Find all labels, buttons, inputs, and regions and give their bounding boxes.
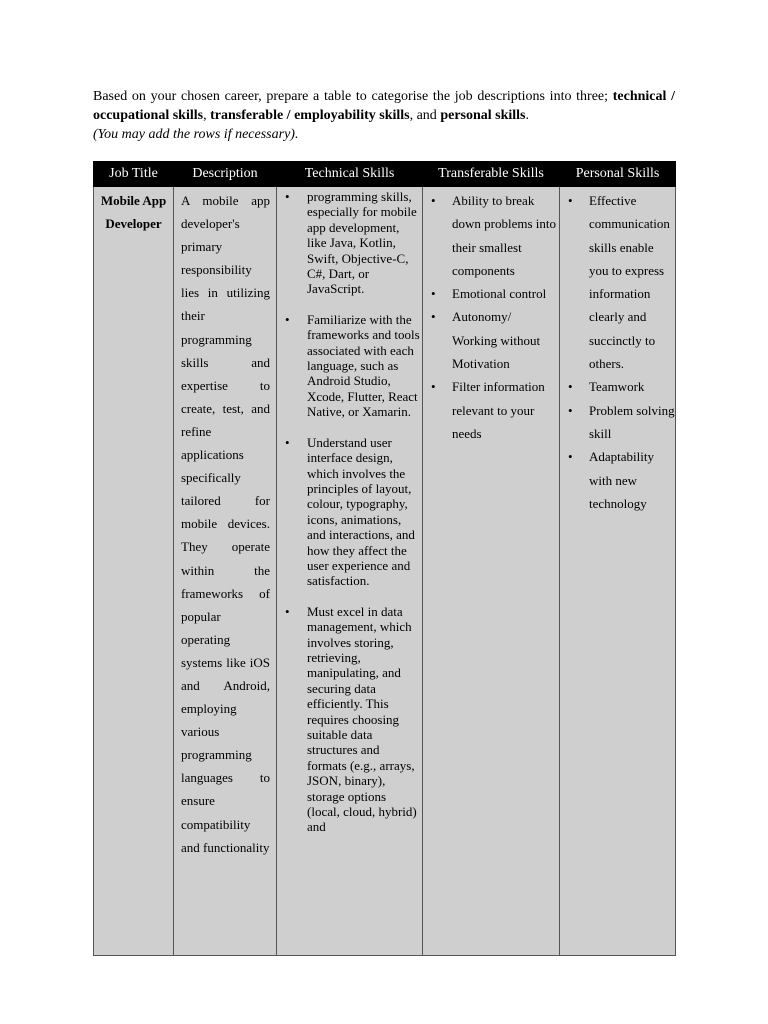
transferable-skills-list <box>423 189 559 445</box>
personal-skills-list <box>560 189 675 515</box>
cell-transferable-skills <box>423 187 560 956</box>
list-item: • Filter information relevant to your needs <box>452 375 559 445</box>
list-item: • Must excel in data management, which involves storing, retrieving, manipulating, and securing data efficiently. This requires choosing suitable data structures and formats (e.g., arrays, JSON, binary), storage options (local, cloud, hybrid) and <box>307 604 420 835</box>
header-description: Description <box>174 162 277 187</box>
table-row <box>94 187 676 956</box>
cell-description <box>174 187 277 956</box>
header-transferable-skills: Transferable Skills <box>423 162 560 187</box>
separator: , <box>203 108 211 123</box>
term-personal: personal skills <box>440 108 526 123</box>
list-item: • Adaptability with new technology <box>589 445 675 515</box>
term-technical: technical / occupational skills <box>93 89 675 123</box>
instructions-line-1: Based on your chosen career, prepare a table to categorise the job descriptions into three; <box>93 89 609 104</box>
header-job-title: Job Title <box>94 162 174 187</box>
list-item: • Autonomy/ Working without Motivation <box>452 305 559 375</box>
cell-personal-skills <box>560 187 676 956</box>
instructions-paragraph <box>93 87 675 144</box>
list-item: • Familiarize with the frameworks and tools associated with each language, such as Android Studio, Xcode, Flutter, React Native, or Xamarin. <box>307 312 420 420</box>
technical-skills-list <box>277 189 420 835</box>
list-item: • Effective communication skills enable you to express information clearly and succinctly to others. <box>589 189 675 375</box>
period: . <box>525 108 530 123</box>
list-item: • Understand user interface design, which involves the principles of layout, colour, typography, icons, animations, and interactions, and how they affect the user experience and satisfaction. <box>307 435 420 589</box>
term-transferable: transferable / employability skills <box>210 108 410 123</box>
skills-table <box>93 161 676 956</box>
list-item: • programming skills, especially for mobile app development, like Java, Kotlin, Swift, Objective-C, C#, Dart, or JavaScript. <box>307 189 420 297</box>
separator: , and <box>409 108 441 123</box>
cell-technical-skills <box>277 187 423 956</box>
description-text: A mobile app developer's primary responsibility lies in utilizing their programming skills and expertise to create, test, and refine applications specifically tailored for mobile devices. They operate within the frameworks of popular operating systems like iOS and Android, employing various programming languages to ensure compatibility and functionality <box>181 193 270 855</box>
header-technical-skills: Technical Skills <box>277 162 423 187</box>
job-title-text: Mobile App Developer <box>100 193 167 231</box>
instructions-note: (You may add the rows if necessary). <box>93 127 299 142</box>
cell-job-title <box>94 187 174 956</box>
header-personal-skills: Personal Skills <box>560 162 676 187</box>
list-item: • Teamwork <box>589 375 675 398</box>
table-header-row <box>94 162 676 187</box>
list-item: • Ability to break down problems into their smallest components <box>452 189 559 282</box>
list-item: • Problem solving skill <box>589 399 675 446</box>
list-item: • Emotional control <box>452 282 559 305</box>
